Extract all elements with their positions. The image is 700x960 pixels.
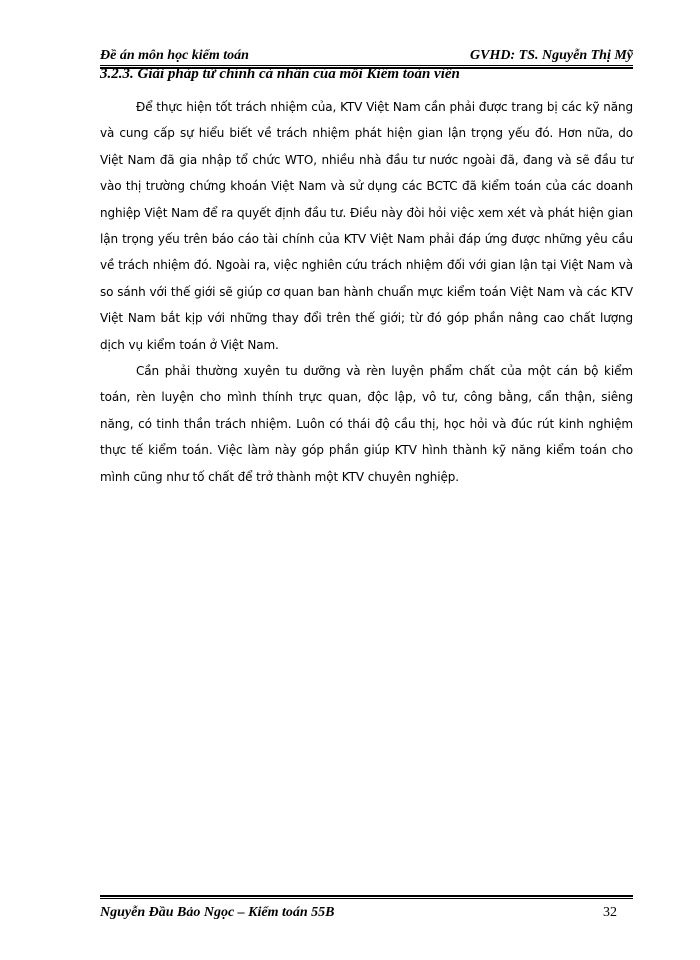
page-number: 32 [603, 905, 617, 920]
page-footer [100, 898, 633, 923]
paragraph-2: Cần phải thường xuyên tu dưỡng và rèn luyện phẩm chất của một cán bộ kiểm toán, rèn luyện cho mình thính trực quan, độc lập, vô tư, công bằng, cẩn thận, siêng năng, có tinh thần trách nhiệm. Luôn có thái độ cầu thị, học hỏi và đúc rút kinh nghiệm thực tế kiểm toán. Việc làm này góp phần giúp KTV hình thành kỹ năng kiểm toán cho mình cũng như tố chất để trở thành một KTV chuyên nghiệp. [100, 364, 633, 484]
section-heading: 3.2.3. Giải pháp từ chính cá nhân của mỗi Kiểm toán viên [100, 66, 460, 82]
header-advisor: GVHD: TS. Nguyễn Thị Mỹ [470, 48, 633, 63]
paragraph-1: Để thực hiện tốt trách nhiệm của, KTV Việt Nam cần phải được trang bị các kỹ năng và cung cấp sự hiểu biết về trách nhiệm phát hiện gian lận trọng yếu đó. Hơn nữa, do Việt Nam đã gia nhập tổ chức WTO, nhiều nhà đầu tư nước ngoài đã, đang và sẽ đầu tư vào thị trường chứng khoán Việt Nam và sử dụng các BCTC đã kiểm toán của các doanh nghiệp Việt Nam để ra quyết định đầu tư. Điều này đòi hỏi việc xem xét và phát hiện gian lận trọng yếu trên báo cáo tài chính của KTV Việt Nam phải đáp ứng được những yêu cầu về trách nhiệm đó. Ngoài ra, việc nghiên cứu trách nhiệm đối với gian lận tại Việt Nam và so sánh với thế giới sẽ giúp cơ quan ban hành chuẩn mực kiểm toán Việt Nam và các KTV Việt Nam bắt kịp với những thay đổi trên thế giới; từ đó góp phần nâng cao chất lượng dịch vụ kiểm toán ở Việt Nam. [100, 100, 633, 352]
header-course-title: Đề án môn học kiểm toán [100, 48, 249, 63]
footer-author: Nguyễn Đầu Bảo Ngọc – Kiểm toán 55B [100, 905, 335, 920]
page-header [100, 42, 633, 66]
body-text [100, 94, 633, 490]
